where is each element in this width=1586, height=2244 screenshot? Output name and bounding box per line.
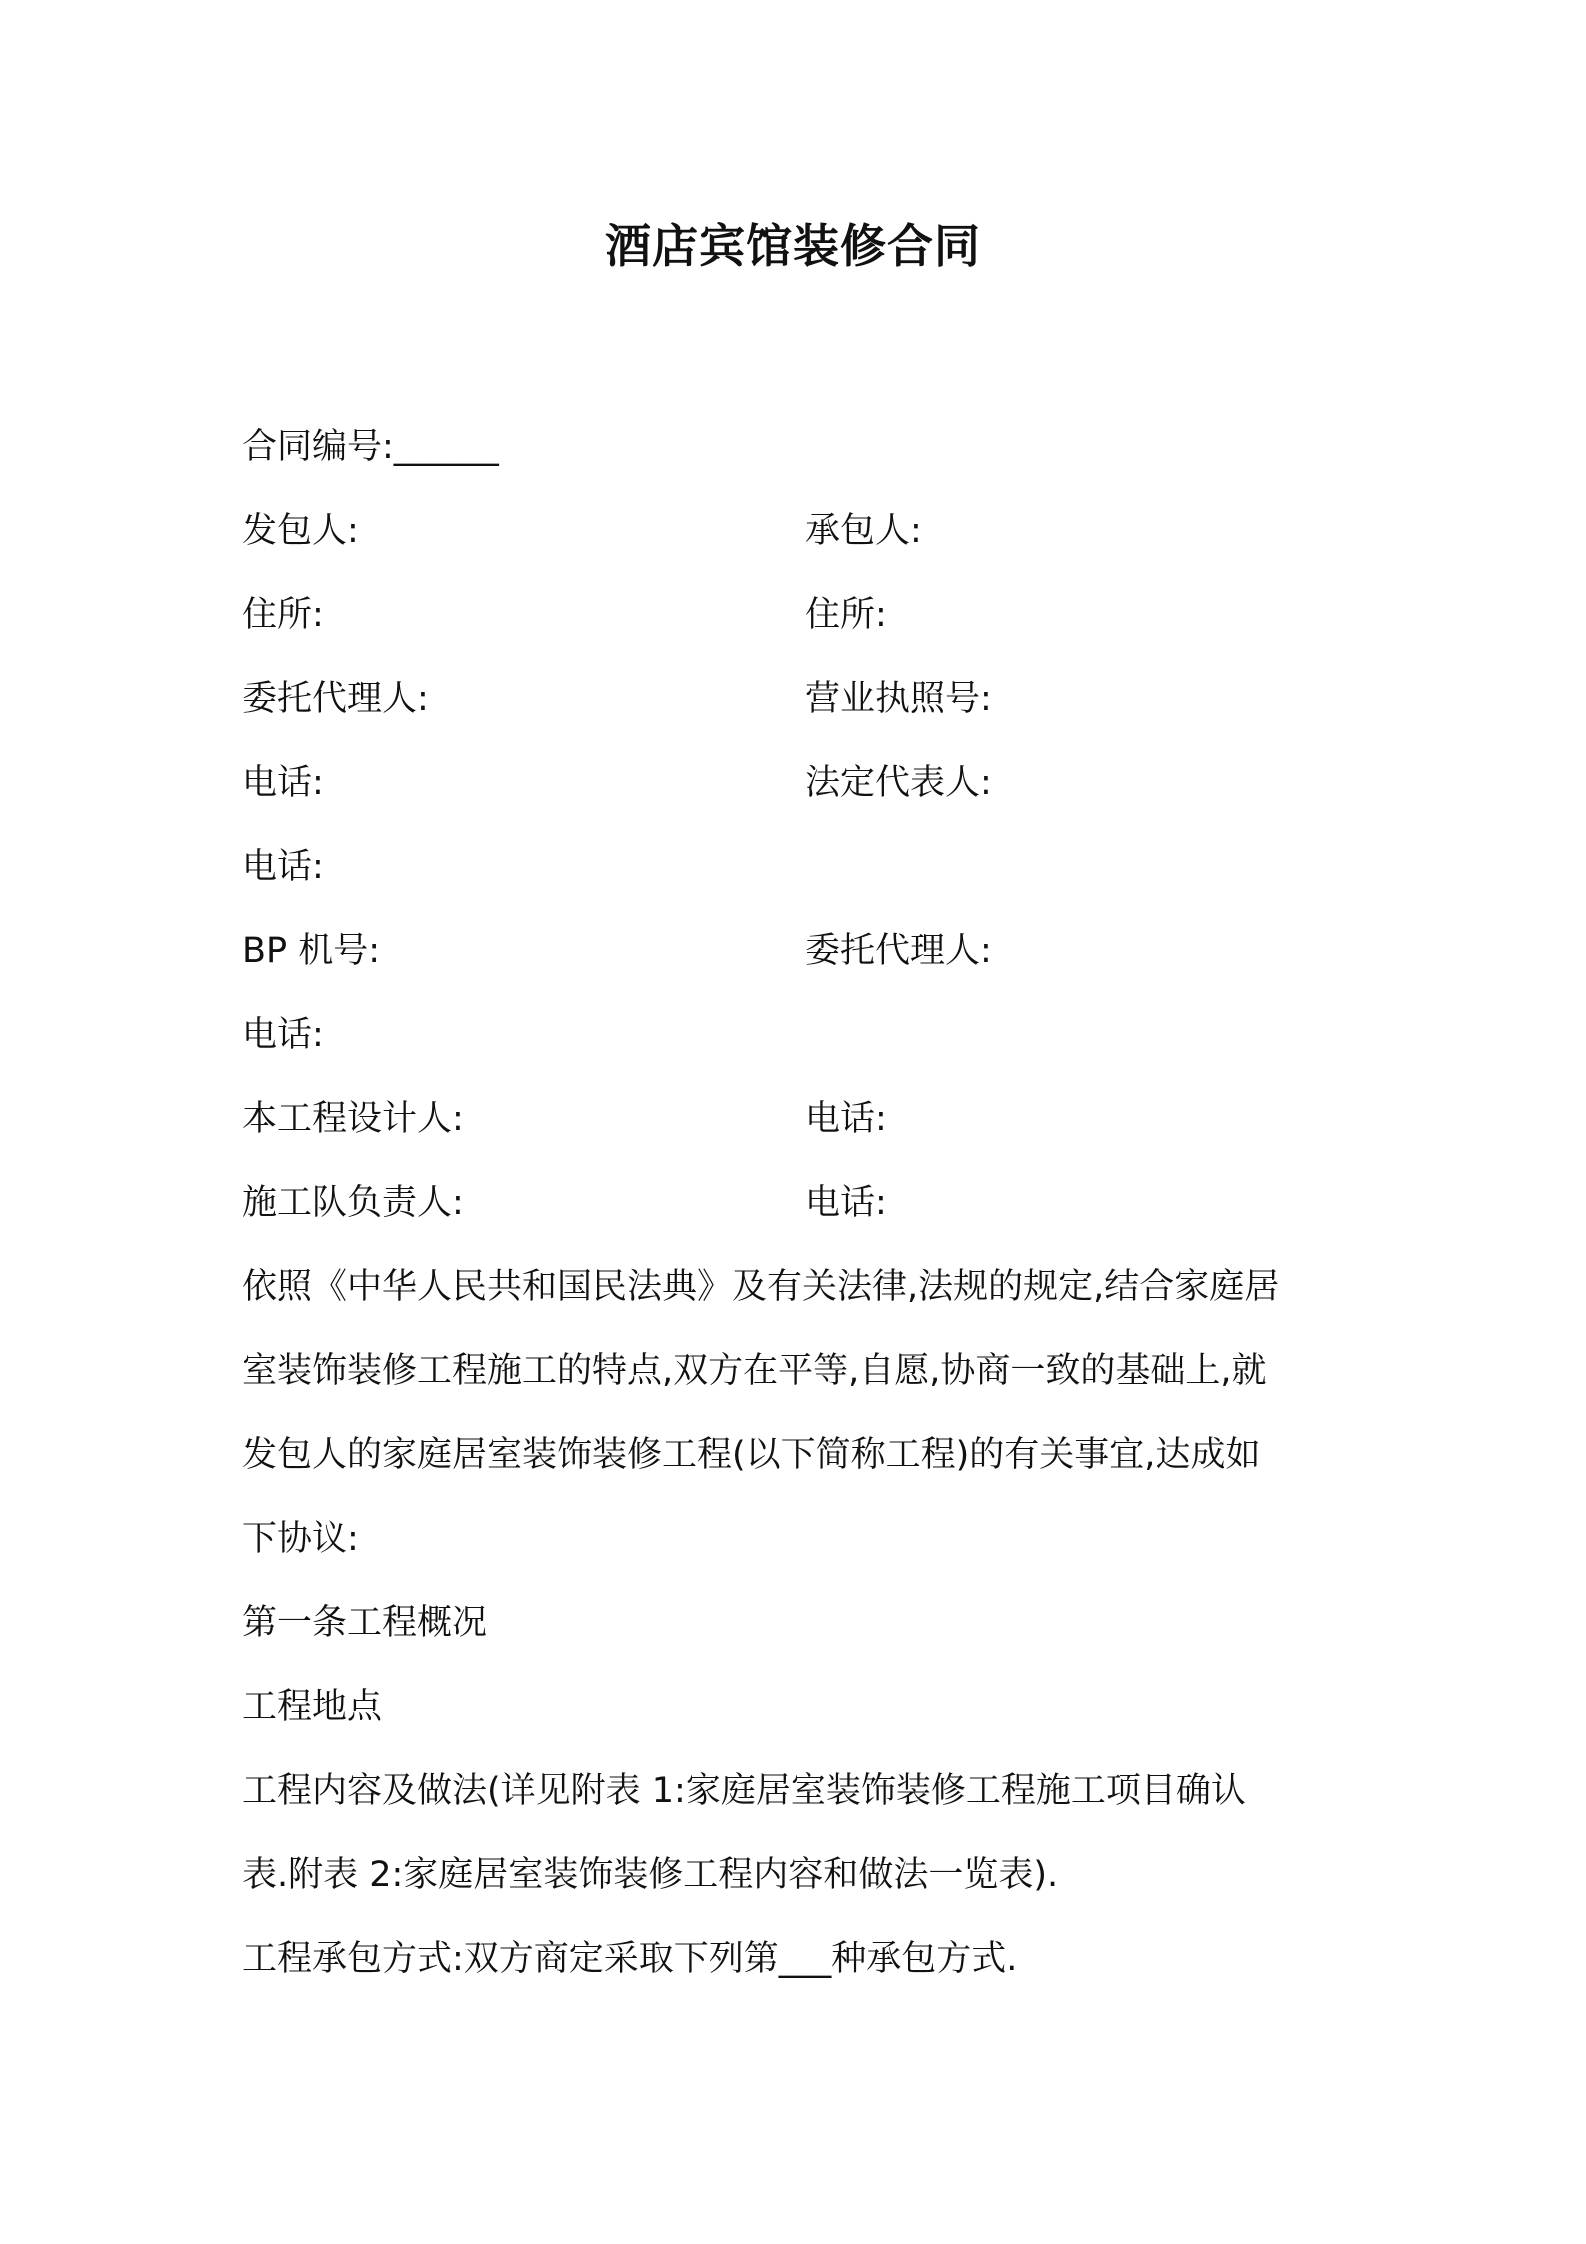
phone-label: 电话: [242,1015,324,1055]
content-line: 工程内容及做法(详见附表 1:家庭居室装饰装修工程施工项目确认 [242,1771,1246,1811]
content-line: 表.附表 2:家庭居室装饰装修工程内容和做法一览表). [242,1855,1059,1895]
party-row [242,825,1362,909]
designer-label: 本工程设计人: [242,1099,464,1139]
contractor-agent-label: 委托代理人: [805,931,992,971]
pager-number-label: BP 机号: [242,931,381,971]
article-heading: 第一条工程概况 [242,1603,488,1643]
construction-leader-label: 施工队负责人: [242,1183,464,1223]
designer-phone-label: 电话: [805,1099,887,1139]
employer-agent-label: 委托代理人: [242,679,429,719]
party-row [242,489,1362,573]
empty-cell [805,993,1362,1077]
employer-label: 发包人: [242,511,359,551]
employer-phone-label: 电话: [242,763,324,803]
contract-number: 合同编号:______ [242,427,499,467]
intro-line: 下协议: [242,1519,359,1559]
intro-line: 发包人的家庭居室装饰装修工程(以下简称工程)的有关事宜,达成如 [242,1435,1261,1475]
project-site: 工程地点 [242,1687,383,1727]
party-row [242,573,1362,657]
contractor-address-label: 住所: [805,595,887,635]
empty-cell [805,825,1362,909]
document-body [242,405,1362,2001]
document-title: 酒店宾馆装修合同 [605,219,981,273]
phone-label: 电话: [242,847,324,887]
contractor-label: 承包人: [805,511,922,551]
employer-address-label: 住所: [242,595,324,635]
project-content-paragraph [242,1749,1362,1917]
party-row [242,909,1362,993]
intro-line: 室装饰装修工程施工的特点,双方在平等,自愿,协商一致的基础上,就 [242,1351,1267,1391]
contract-method: 工程承包方式:双方商定采取下列第___种承包方式. [242,1939,1018,1979]
intro-line: 依照《中华人民共和国民法典》及有关法律,法规的规定,结合家庭居 [242,1267,1280,1307]
business-license-label: 营业执照号: [805,679,992,719]
party-row [242,1161,1362,1245]
construction-leader-phone-label: 电话: [805,1183,887,1223]
intro-paragraph [242,1245,1362,1581]
party-row [242,741,1362,825]
party-row [242,657,1362,741]
party-row [242,1077,1362,1161]
party-row [242,993,1362,1077]
legal-representative-label: 法定代表人: [805,763,992,803]
